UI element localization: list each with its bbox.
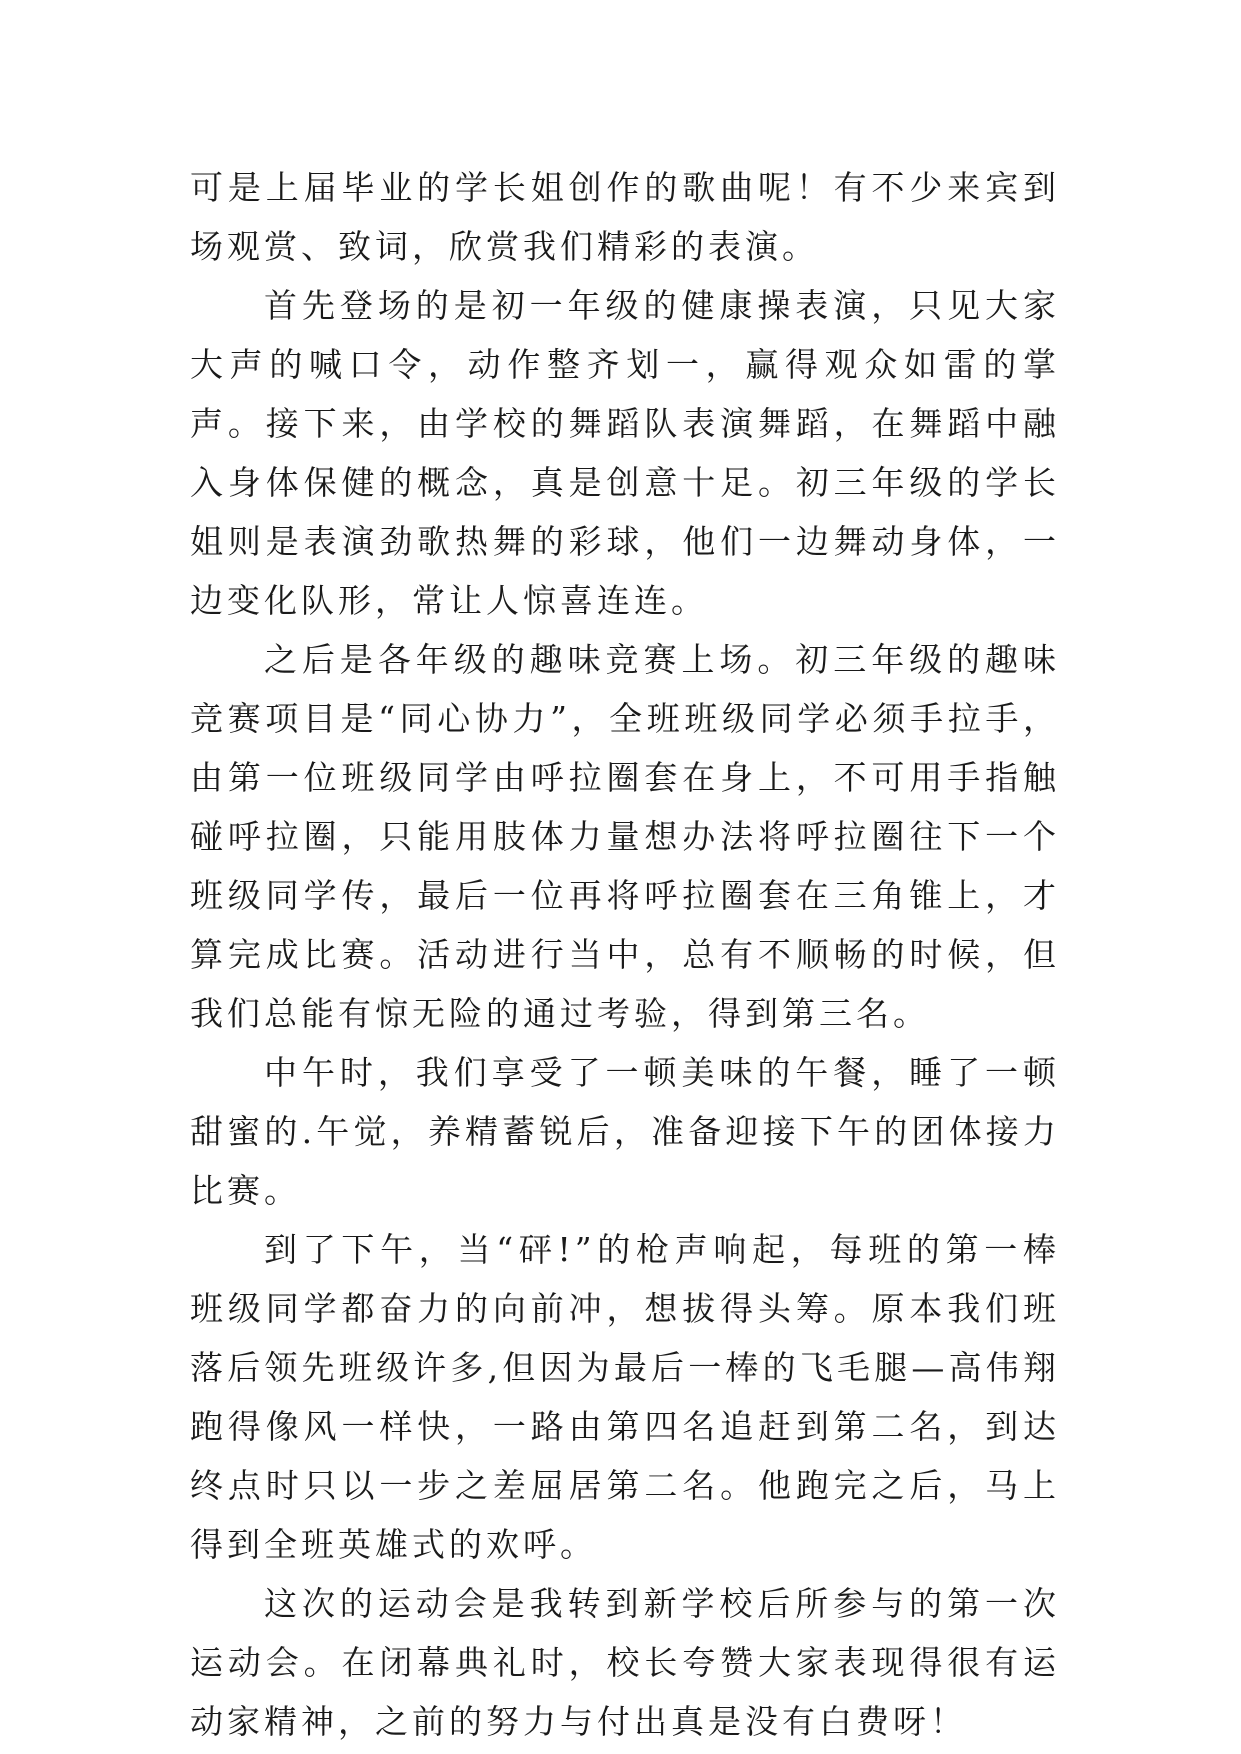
paragraph-2: 首先登场的是初一年级的健康操表演，只见大家大声的喊口令，动作整齐划一，赢得观众如雷的掌声。接下来，由学校的舞蹈队表演舞蹈，在舞蹈中融入身体保健的概念，真是创意十足。初三年级的学长姐则是表演劲歌热舞的彩球，他们一边舞动身体，一边变化队形，常让人惊喜连连。 xyxy=(190,286,1060,620)
paragraph-5: 到了下午，当“砰!”的枪声响起，每班的第一棒班级同学都奋力的向前冲，想拔得头筹。原本我们班落后领先班级许多,但因为最后一棒的飞毛腿—高伟翔跑得像风一样快，一路由第四名追赶到第二名，到达终点时只以一步之差屈居第二名。他跑完之后，马上得到全班英雄式的欢呼。 xyxy=(190,1230,1060,1564)
paragraph-1: 可是上届毕业的学长姐创作的歌曲呢！有不少来宾到场观赏、致词，欣赏我们精彩的表演。 xyxy=(190,168,1060,266)
paragraph-4: 中午时，我们享受了一顿美味的午餐，睡了一顿甜蜜的.午觉，养精蓄锐后，准备迎接下午的团体接力比赛。 xyxy=(190,1053,1060,1210)
body-text xyxy=(190,158,1060,1751)
paragraph-6: 这次的运动会是我转到新学校后所参与的第一次运动会。在闭幕典礼时，校长夸赞大家表现得很有运动家精神，之前的努力与付出真是没有白费呀！ xyxy=(190,1584,1060,1741)
paragraph-3: 之后是各年级的趣味竞赛上场。初三年级的趣味竞赛项目是“同心协力”，全班班级同学必须手拉手，由第一位班级同学由呼拉圈套在身上，不可用手指触碰呼拉圈，只能用肢体力量想办法将呼拉圈往下一个班级同学传，最后一位再将呼拉圈套在三角锥上，才算完成比赛。活动进行当中，总有不顺畅的时候，但我们总能有惊无险的通过考验，得到第三名。 xyxy=(190,640,1060,1033)
